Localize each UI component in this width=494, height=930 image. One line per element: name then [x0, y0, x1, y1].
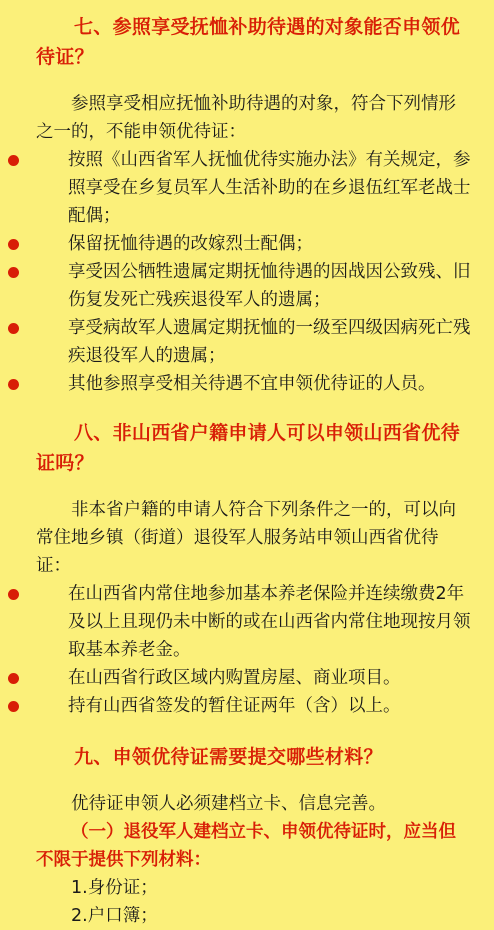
section-9-list: [36, 874, 472, 930]
list-item: [4, 580, 472, 664]
section-9-intro: 优待证申领人必须建档立卡、信息完善。: [71, 794, 386, 814]
list-item: [4, 692, 472, 720]
list-item-text: 享受因公牺牲遗属定期抚恤待遇的因战因公致残、旧伤复发死亡残疾退役军人的遗属；: [68, 262, 471, 310]
bullet-dot-icon: [8, 589, 19, 600]
section-9-subheading: （一）退役军人建档立卡、申领优待证时，应当但不限于提供下列材料：: [36, 822, 456, 870]
bullet-dot-icon: [8, 701, 19, 712]
section-7-intro: 参照享受相应抚恤补助待遇的对象，符合下列情形之一的，不能申领优待证：: [36, 94, 456, 142]
bullet-dot-icon: [8, 379, 19, 390]
section-9-title: 九、申领优待证需要提交哪些材料？: [74, 746, 383, 768]
bullet-dot-icon: [8, 673, 19, 684]
section-7-list: [36, 146, 472, 398]
list-item: 1.身份证；: [71, 878, 158, 898]
section-8-list: [36, 580, 472, 720]
bullet-dot-icon: [8, 239, 19, 250]
list-item: [4, 230, 472, 258]
list-item-text: 在山西省内常住地参加基本养老保险并连续缴费2年及以上且现仍未中断的或在山西省内常住地现按月领取基本养老金。: [68, 584, 471, 660]
list-item: [4, 314, 472, 370]
bullet-dot-icon: [8, 267, 19, 278]
bullet-dot-icon: [8, 155, 19, 166]
section-7-title: 七、参照享受抚恤补助待遇的对象能否申领优待证？: [36, 16, 461, 68]
list-item-text: 按照《山西省军人抚恤优待实施办法》有关规定，参照享受在乡复员军人生活补助的在乡退伍红军老战士配偶；: [68, 150, 471, 226]
list-item-text: 享受病故军人遗属定期抚恤的一级至四级因病死亡残疾退役军人的遗属；: [68, 318, 471, 366]
list-item-text: 在山西省行政区域内购置房屋、商业项目。: [68, 668, 401, 688]
list-item-text: 持有山西省签发的暂住证两年（含）以上。: [68, 696, 401, 716]
list-item: [4, 258, 472, 314]
list-item: [4, 146, 472, 230]
list-item: [4, 664, 472, 692]
section-8-title: 八、非山西省户籍申请人可以申领山西省优待证吗？: [36, 422, 461, 474]
list-item-text: 其他参照享受相关待遇不宜申领优待证的人员。: [68, 374, 436, 394]
list-item: [4, 370, 472, 398]
section-8-intro: 非本省户籍的申请人符合下列条件之一的，可以向常住地乡镇（街道）退役军人服务站申领山西省优待证：: [36, 500, 456, 576]
bullet-dot-icon: [8, 323, 19, 334]
list-item: 2.户口簿；: [71, 906, 158, 926]
list-item-text: 保留抚恤待遇的改嫁烈士配偶；: [68, 234, 313, 254]
